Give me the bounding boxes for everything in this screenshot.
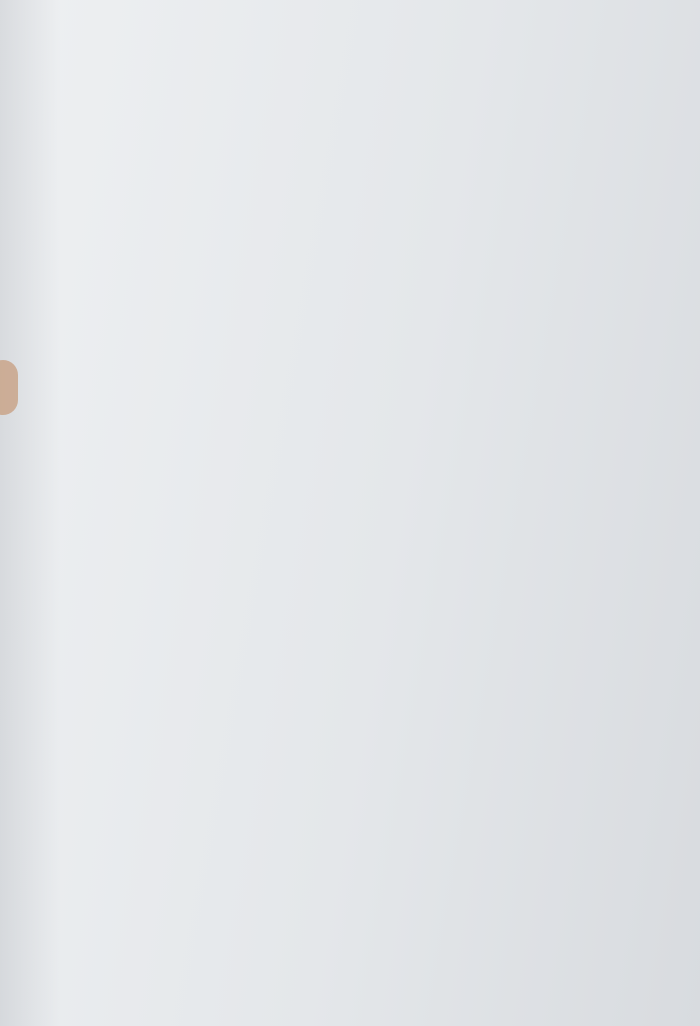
question-24: [26, 6, 672, 16]
finger-edge: [0, 360, 18, 415]
passage-source: [26, 12, 668, 22]
passage-2-paragraph: [26, 12, 672, 22]
instruction-closest: [26, 6, 672, 16]
instruction-passage-1: [26, 6, 672, 16]
questions-18-21: [26, 4, 672, 14]
question-25: [26, 6, 672, 16]
page-shadow: [0, 0, 60, 1026]
passage-1-paragraph: [26, 6, 672, 16]
exam-content: [26, 4, 672, 22]
passage-1: [26, 6, 672, 16]
passage-2-paragraph: [26, 12, 672, 22]
questions-26-30: [26, 12, 672, 22]
passage-2-paragraph: [26, 12, 672, 22]
instruction-passage-2: [26, 12, 672, 22]
passage-1-paragraph: [26, 6, 672, 16]
question-23: [26, 6, 672, 16]
passage-2: [26, 12, 672, 22]
question-22: [26, 6, 672, 16]
instruction-opposite: [26, 6, 672, 16]
